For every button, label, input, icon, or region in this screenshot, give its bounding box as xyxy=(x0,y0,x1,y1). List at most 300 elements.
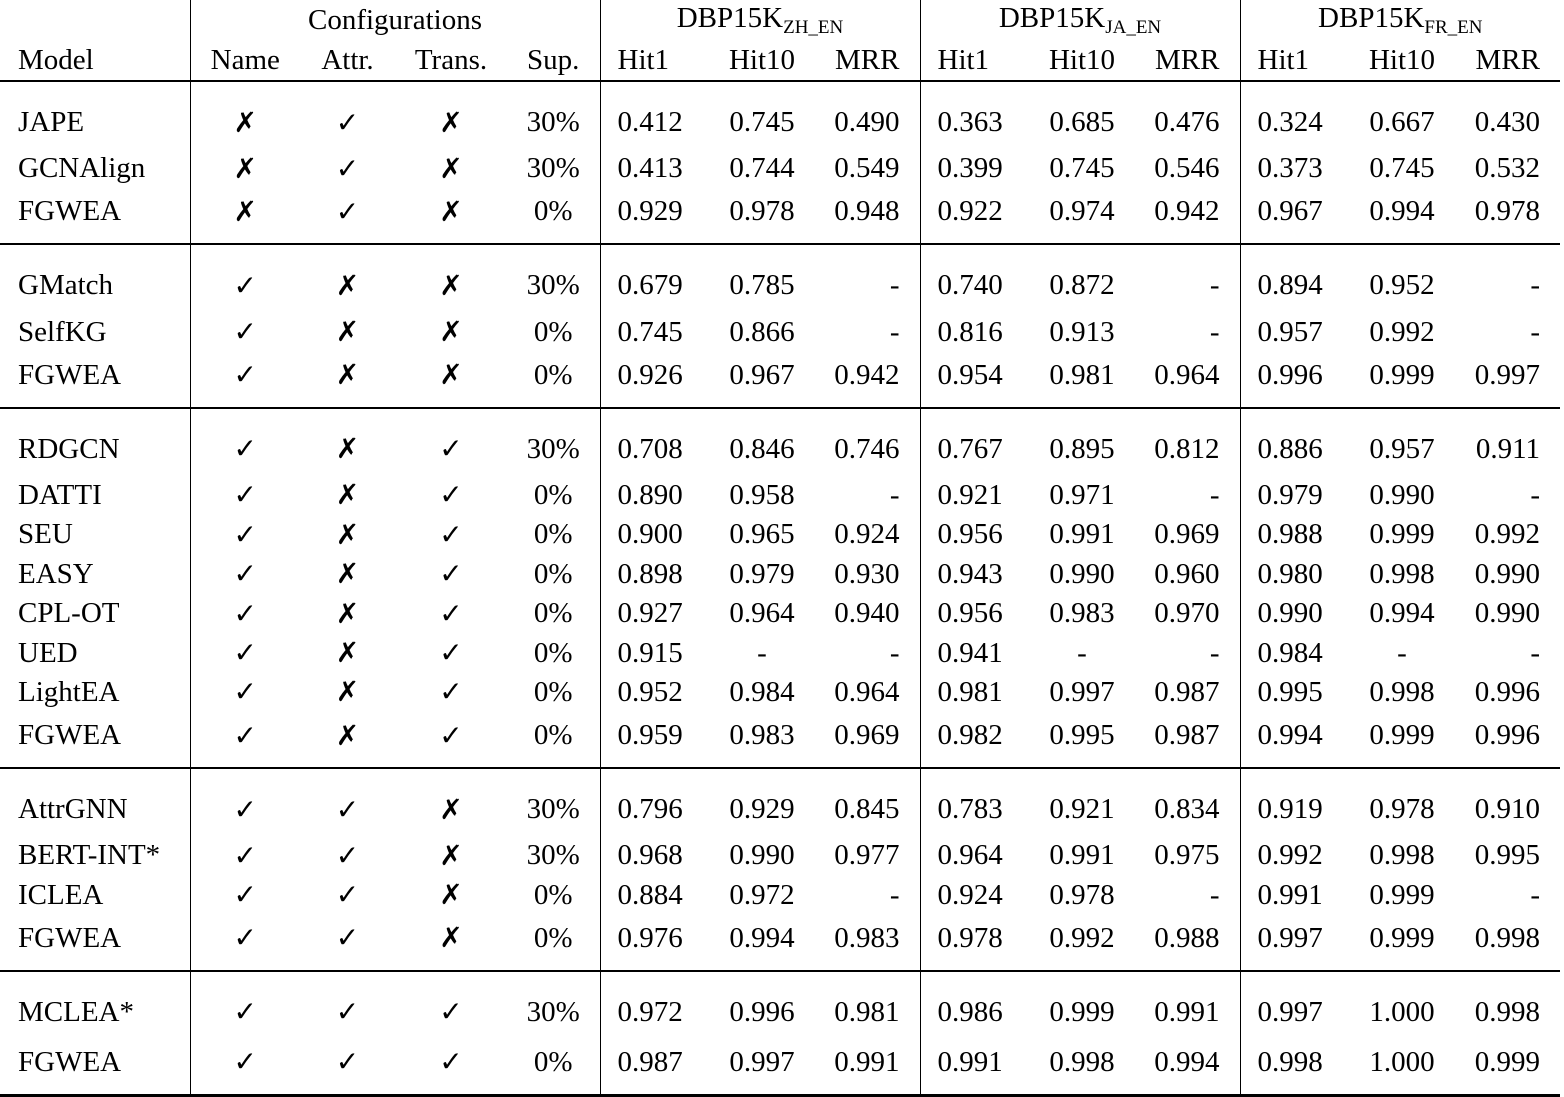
supervision-cell: 30% xyxy=(526,106,580,138)
metric-value-cell: 0.998 xyxy=(1456,915,1560,971)
metric-value-cell: - xyxy=(889,636,900,669)
metric-value-cell: 0.746 xyxy=(834,432,900,465)
model-name-cell: GCNAlign xyxy=(18,152,146,185)
model-name-cell: JAPE xyxy=(18,106,85,138)
supervision-cell: 0% xyxy=(533,557,573,590)
table-row xyxy=(0,768,1560,836)
metric-value-cell: 0.999 xyxy=(1369,878,1435,911)
metric-value-cell: 0.992 xyxy=(1474,518,1540,551)
metric-value-cell: 0.924 xyxy=(920,876,1028,915)
model-name-cell: LightEA xyxy=(18,675,120,708)
metric-value-cell: - xyxy=(1530,315,1540,348)
trans-flag-cell: ✗ xyxy=(439,792,463,826)
model-name-cell: MCLEA* xyxy=(18,995,134,1028)
metric-value-cell: 0.957 xyxy=(1369,432,1435,465)
attr-flag-cell: ✓ xyxy=(335,995,360,1029)
metric-value-cell: 0.983 xyxy=(816,915,920,971)
supervision-cell: 0% xyxy=(533,597,573,630)
attr-flag-cell: ✗ xyxy=(335,268,360,302)
metric-value-cell: 0.978 xyxy=(1369,793,1435,826)
metric-value-cell: 0.984 xyxy=(1240,633,1348,672)
dataset-header-fr-en xyxy=(1240,0,1560,40)
name-flag-cell: ✓ xyxy=(190,515,300,554)
metric-value-cell: 0.919 xyxy=(1240,768,1348,836)
metric-value-cell: 0.546 xyxy=(1154,152,1220,185)
metric-value-cell: 0.998 xyxy=(1028,1039,1136,1096)
metric-value-cell: 0.990 xyxy=(729,839,795,872)
metric-value-cell: 0.967 xyxy=(1240,188,1348,244)
supervision-cell: 30% xyxy=(526,793,580,826)
metric-value-cell: - xyxy=(1530,878,1540,911)
metric-value-cell: - xyxy=(1530,478,1540,511)
metric-value-cell: - xyxy=(1209,636,1220,669)
trans-flag-cell: ✓ xyxy=(439,675,463,709)
trans-flag-cell: ✗ xyxy=(439,878,463,912)
attr-flag-cell: ✓ xyxy=(335,151,360,185)
metric-value-cell: 0.967 xyxy=(708,352,816,408)
configurations-header: Configurations xyxy=(190,0,600,40)
trans-flag-cell: ✗ xyxy=(395,188,507,244)
metric-value-cell: 0.956 xyxy=(920,515,1028,554)
model-name-cell: BERT-INT* xyxy=(18,839,161,872)
dataset-name: DBP15K xyxy=(1318,1,1425,34)
metric-value-cell: 0.872 xyxy=(1049,269,1115,302)
metric-value-cell: 0.532 xyxy=(1474,152,1540,185)
metric-value-cell: 0.834 xyxy=(1154,793,1220,826)
supervision-cell: 0% xyxy=(507,352,600,408)
table-row xyxy=(0,915,1560,971)
dataset-header-ja-en xyxy=(920,0,1240,40)
attr-flag-cell: ✗ xyxy=(300,352,395,408)
metric-value-cell: 0.866 xyxy=(729,315,795,348)
metric-value-cell: 0.995 xyxy=(1474,839,1540,872)
metric-header: Hit1 xyxy=(920,40,1028,81)
trans-flag-cell: ✓ xyxy=(439,557,463,591)
metric-value-cell: 0.884 xyxy=(600,876,708,915)
attr-column-header: Attr. xyxy=(300,40,395,81)
metric-header: Hit10 xyxy=(708,40,816,81)
supervision-cell: 0% xyxy=(507,1039,600,1096)
name-column-header: Name xyxy=(190,40,300,81)
metric-value-cell: 0.994 xyxy=(1136,1039,1240,1096)
metric-value-cell: 0.998 xyxy=(1369,557,1435,590)
metric-value-cell: - xyxy=(757,636,767,669)
name-flag-cell: ✓ xyxy=(190,633,300,672)
metric-value-cell: 0.968 xyxy=(600,836,708,875)
metric-value-cell: 0.979 xyxy=(729,557,795,590)
name-flag-cell: ✓ xyxy=(190,352,300,408)
attr-flag-cell: ✓ xyxy=(335,838,360,872)
attr-flag-cell: ✗ xyxy=(335,478,360,512)
metric-value-cell: 0.990 xyxy=(1049,557,1115,590)
model-name-cell: UED xyxy=(18,636,78,669)
sup-column-header: Sup. xyxy=(507,40,600,81)
metric-value-cell: 0.708 xyxy=(600,408,708,476)
dataset-subscript: JA_EN xyxy=(1105,16,1162,38)
supervision-cell: 0% xyxy=(507,915,600,971)
supervision-cell: 0% xyxy=(507,188,600,244)
metric-value-cell: 0.995 xyxy=(1028,712,1136,768)
metric-value-cell: 0.373 xyxy=(1240,149,1348,188)
metric-value-cell: 0.942 xyxy=(1136,188,1240,244)
table-row xyxy=(0,594,1560,633)
supervision-cell: 0% xyxy=(533,675,573,708)
metric-value-cell: 0.942 xyxy=(816,352,920,408)
supervision-cell: 0% xyxy=(533,315,573,348)
metric-value-cell: 0.960 xyxy=(1154,557,1220,590)
table-row xyxy=(0,244,1560,312)
metric-value-cell: 0.399 xyxy=(920,149,1028,188)
supervision-cell: 30% xyxy=(526,269,580,302)
trans-flag-cell: ✗ xyxy=(395,915,507,971)
metric-value-cell: 0.992 xyxy=(1240,836,1348,875)
metric-value-cell: 0.816 xyxy=(920,312,1028,351)
metric-value-cell: 0.996 xyxy=(1456,712,1560,768)
metric-value-cell: 0.783 xyxy=(920,768,1028,836)
attr-flag-cell: ✓ xyxy=(300,915,395,971)
metric-value-cell: 0.990 xyxy=(1369,478,1435,511)
metric-value-cell: 0.413 xyxy=(600,149,708,188)
supervision-cell: 30% xyxy=(526,432,580,465)
model-name-cell: AttrGNN xyxy=(18,793,128,826)
metric-value-cell: 0.991 xyxy=(920,1039,1028,1096)
attr-flag-cell: ✗ xyxy=(335,557,360,591)
table-row xyxy=(0,971,1560,1039)
table-row xyxy=(0,673,1560,712)
metric-value-cell: 0.999 xyxy=(1348,915,1456,971)
name-flag-cell: ✓ xyxy=(190,408,300,476)
metric-value-cell: 0.412 xyxy=(600,81,708,149)
trans-flag-cell: ✓ xyxy=(439,995,463,1029)
metric-value-cell: 0.924 xyxy=(834,518,900,551)
name-flag-cell: ✗ xyxy=(190,149,300,188)
dataset-subscript: ZH_EN xyxy=(783,16,844,38)
metric-value-cell: 0.927 xyxy=(600,594,708,633)
table-row xyxy=(0,876,1560,915)
attr-flag-cell: ✗ xyxy=(335,517,360,551)
metric-value-cell: 0.910 xyxy=(1474,793,1540,826)
table-body xyxy=(0,81,1560,1095)
table-row xyxy=(0,81,1560,149)
metric-value-cell: 0.998 xyxy=(1369,675,1435,708)
trans-flag-cell: ✗ xyxy=(395,352,507,408)
table-row xyxy=(0,633,1560,672)
metric-value-cell: 1.000 xyxy=(1369,995,1435,1028)
metric-value-cell: 0.991 xyxy=(1049,839,1115,872)
metric-value-cell: - xyxy=(889,478,900,511)
metric-value-cell: 0.476 xyxy=(1154,106,1220,138)
metric-value-cell: 0.745 xyxy=(1369,152,1435,185)
metric-value-cell: 0.987 xyxy=(1154,675,1220,708)
name-flag-cell: ✓ xyxy=(190,244,300,312)
metric-value-cell: 0.991 xyxy=(1049,518,1115,551)
metric-header: Hit10 xyxy=(1028,40,1136,81)
metric-value-cell: 0.921 xyxy=(920,476,1028,515)
metric-value-cell: 0.952 xyxy=(600,673,708,712)
metric-value-cell: 0.982 xyxy=(920,712,1028,768)
metric-value-cell: 0.921 xyxy=(1049,793,1115,826)
metric-value-cell: - xyxy=(1209,269,1220,302)
name-flag-cell: ✓ xyxy=(190,673,300,712)
metric-value-cell: 0.490 xyxy=(834,106,900,138)
table-row xyxy=(0,1039,1560,1096)
model-name-cell: GMatch xyxy=(18,269,114,302)
metric-value-cell: 0.997 xyxy=(1240,915,1348,971)
dataset-subscript: FR_EN xyxy=(1424,16,1483,38)
metric-value-cell: 0.980 xyxy=(1240,555,1348,594)
name-flag-cell: ✓ xyxy=(190,312,300,351)
metric-value-cell: 0.990 xyxy=(1240,594,1348,633)
metric-value-cell: 0.996 xyxy=(1240,352,1348,408)
table-row xyxy=(0,712,1560,768)
attr-flag-cell: ✓ xyxy=(335,105,360,139)
metric-value-cell: 0.964 xyxy=(920,836,1028,875)
dataset-name: DBP15K xyxy=(676,1,784,34)
metric-value-cell: 0.890 xyxy=(600,476,708,515)
metric-value-cell: 0.965 xyxy=(729,518,795,551)
model-name-cell: FGWEA xyxy=(0,712,190,768)
trans-flag-cell: ✗ xyxy=(439,838,463,872)
metric-value-cell: 0.930 xyxy=(834,557,900,590)
table-row xyxy=(0,408,1560,476)
table-row xyxy=(0,515,1560,554)
trans-flag-cell: ✗ xyxy=(439,315,463,349)
supervision-cell: 0% xyxy=(533,478,573,511)
trans-flag-cell: ✗ xyxy=(439,151,463,185)
metric-value-cell: 0.999 xyxy=(1348,352,1456,408)
supervision-cell: 0% xyxy=(533,636,573,669)
metric-value-cell: 0.999 xyxy=(1456,1039,1560,1096)
attr-flag-cell: ✗ xyxy=(300,712,395,768)
trans-flag-cell: ✓ xyxy=(395,712,507,768)
metric-value-cell: 0.943 xyxy=(920,555,1028,594)
metric-value-cell: 0.987 xyxy=(600,1039,708,1096)
metric-value-cell: 0.969 xyxy=(1154,518,1220,551)
model-name-cell: DATTI xyxy=(18,478,102,511)
attr-flag-cell: ✗ xyxy=(335,596,360,630)
model-name-cell: FGWEA xyxy=(0,352,190,408)
metric-value-cell: 0.667 xyxy=(1369,106,1435,138)
metric-value-cell: 0.549 xyxy=(834,152,900,185)
metric-value-cell: 0.983 xyxy=(1049,597,1115,630)
metric-value-cell: 0.940 xyxy=(834,597,900,630)
metric-value-cell: 0.363 xyxy=(920,81,1028,149)
table-row xyxy=(0,352,1560,408)
table-row xyxy=(0,312,1560,351)
name-flag-cell: ✓ xyxy=(190,876,300,915)
metric-value-cell: 0.911 xyxy=(1475,432,1540,465)
metric-value-cell: 0.324 xyxy=(1240,81,1348,149)
metric-value-cell: 0.994 xyxy=(1348,188,1456,244)
name-flag-cell: ✗ xyxy=(190,188,300,244)
metric-value-cell: 0.981 xyxy=(1028,352,1136,408)
supervision-cell: 0% xyxy=(507,712,600,768)
attr-flag-cell: ✓ xyxy=(300,1039,395,1096)
supervision-cell: 30% xyxy=(526,152,580,185)
metric-value-cell: 0.744 xyxy=(729,152,795,185)
model-name-cell: EASY xyxy=(18,557,94,590)
metric-value-cell: 0.998 xyxy=(1240,1039,1348,1096)
trans-flag-cell: ✓ xyxy=(439,636,463,670)
supervision-cell: 30% xyxy=(526,995,580,1028)
model-name-cell: FGWEA xyxy=(0,188,190,244)
supervision-cell: 0% xyxy=(533,878,573,911)
metric-value-cell: 0.978 xyxy=(1049,878,1115,911)
metric-value-cell: 0.978 xyxy=(920,915,1028,971)
dataset-name: DBP15K xyxy=(998,1,1106,34)
metric-value-cell: 0.975 xyxy=(1154,839,1220,872)
trans-flag-cell: ✗ xyxy=(439,268,463,302)
name-flag-cell: ✓ xyxy=(190,476,300,515)
metric-value-cell: 0.971 xyxy=(1049,478,1115,511)
metric-value-cell: 0.994 xyxy=(1240,712,1348,768)
metric-value-cell: 0.999 xyxy=(1348,712,1456,768)
metric-value-cell: 0.991 xyxy=(816,1039,920,1096)
metric-value-cell: 0.846 xyxy=(729,432,795,465)
metric-value-cell: 0.996 xyxy=(729,995,795,1028)
table-row xyxy=(0,836,1560,875)
trans-flag-cell: ✓ xyxy=(439,596,463,630)
metric-value-cell: 0.745 xyxy=(600,312,708,351)
metric-value-cell: 0.845 xyxy=(834,793,900,826)
metric-value-cell: 0.979 xyxy=(1240,476,1348,515)
trans-column-header: Trans. xyxy=(395,40,507,81)
attr-flag-cell: ✗ xyxy=(335,675,360,709)
metric-value-cell: 0.995 xyxy=(1240,673,1348,712)
attr-flag-cell: ✓ xyxy=(335,792,360,826)
metric-value-cell: 0.964 xyxy=(729,597,795,630)
metric-value-cell: 0.767 xyxy=(920,408,1028,476)
table-row xyxy=(0,555,1560,594)
metric-value-cell: - xyxy=(1530,269,1540,302)
metric-value-cell: 0.997 xyxy=(1240,971,1348,1039)
metric-value-cell: 0.986 xyxy=(920,971,1028,1039)
metric-value-cell: 0.959 xyxy=(600,712,708,768)
metric-value-cell: 0.983 xyxy=(708,712,816,768)
metric-value-cell: 0.785 xyxy=(729,269,795,302)
metric-value-cell: 0.998 xyxy=(1474,995,1540,1028)
metric-value-cell: 0.952 xyxy=(1369,269,1435,302)
name-flag-cell: ✗ xyxy=(190,81,300,149)
metric-value-cell: 0.988 xyxy=(1240,515,1348,554)
metric-value-cell: - xyxy=(1077,636,1087,669)
metric-value-cell: 0.997 xyxy=(1456,352,1560,408)
name-flag-cell: ✓ xyxy=(190,836,300,875)
metric-value-cell: 0.994 xyxy=(1369,597,1435,630)
model-name-cell: FGWEA xyxy=(0,915,190,971)
metric-value-cell: 0.998 xyxy=(1369,839,1435,872)
table-row xyxy=(0,476,1560,515)
name-flag-cell: ✓ xyxy=(190,594,300,633)
metric-value-cell: 0.974 xyxy=(1028,188,1136,244)
metric-value-cell: 0.796 xyxy=(600,768,708,836)
metric-value-cell: 0.964 xyxy=(834,675,900,708)
metric-value-cell: 0.996 xyxy=(1474,675,1540,708)
header-empty-cell xyxy=(0,0,190,40)
metric-value-cell: 0.991 xyxy=(1154,995,1220,1028)
metric-value-cell: 0.997 xyxy=(1049,675,1115,708)
table-row xyxy=(0,188,1560,244)
trans-flag-cell: ✗ xyxy=(439,105,463,139)
metric-header: MRR xyxy=(1456,40,1560,81)
metric-value-cell: - xyxy=(1397,636,1407,669)
trans-flag-cell: ✓ xyxy=(439,478,463,512)
metric-value-cell: 0.990 xyxy=(1474,557,1540,590)
metric-value-cell: 0.988 xyxy=(1136,915,1240,971)
metric-value-cell: 0.992 xyxy=(1028,915,1136,971)
name-flag-cell: ✓ xyxy=(190,1039,300,1096)
metric-value-cell: - xyxy=(1530,636,1540,669)
metric-value-cell: 0.972 xyxy=(729,878,795,911)
metric-value-cell: 0.922 xyxy=(920,188,1028,244)
metric-value-cell: 0.958 xyxy=(729,478,795,511)
metric-header: Hit1 xyxy=(1240,40,1348,81)
metric-value-cell: 0.740 xyxy=(920,244,1028,312)
dataset-header-zh-en xyxy=(600,0,920,40)
metric-value-cell: 0.981 xyxy=(834,995,900,1028)
metric-value-cell: 0.948 xyxy=(816,188,920,244)
metric-value-cell: 0.929 xyxy=(729,793,795,826)
metric-value-cell: 0.978 xyxy=(708,188,816,244)
metric-value-cell: 0.984 xyxy=(729,675,795,708)
metric-value-cell: 0.987 xyxy=(1136,712,1240,768)
metric-value-cell: 0.994 xyxy=(708,915,816,971)
metric-value-cell: 0.969 xyxy=(816,712,920,768)
metric-header: Hit10 xyxy=(1348,40,1456,81)
metric-value-cell: 0.886 xyxy=(1240,408,1348,476)
metric-value-cell: 0.745 xyxy=(1049,152,1115,185)
metric-value-cell: 0.894 xyxy=(1240,244,1348,312)
metric-header: Hit1 xyxy=(600,40,708,81)
metric-value-cell: 0.999 xyxy=(1369,518,1435,551)
model-name-cell: RDGCN xyxy=(18,432,120,465)
metric-value-cell: 0.430 xyxy=(1474,106,1540,138)
metric-value-cell: 0.926 xyxy=(600,352,708,408)
metric-value-cell: 0.991 xyxy=(1240,876,1348,915)
metric-value-cell: 0.900 xyxy=(600,515,708,554)
metric-value-cell: 0.685 xyxy=(1049,106,1115,138)
metric-header: MRR xyxy=(1136,40,1240,81)
metric-value-cell: 0.976 xyxy=(600,915,708,971)
metric-value-cell: 0.964 xyxy=(1136,352,1240,408)
metric-value-cell: 0.956 xyxy=(920,594,1028,633)
model-name-cell: FGWEA xyxy=(0,1039,190,1096)
model-column-header: Model xyxy=(0,40,190,81)
metric-value-cell: - xyxy=(889,315,900,348)
metric-value-cell: 0.972 xyxy=(600,971,708,1039)
trans-flag-cell: ✓ xyxy=(439,432,463,466)
table-row xyxy=(0,149,1560,188)
attr-flag-cell: ✗ xyxy=(335,636,360,670)
metric-value-cell: 0.992 xyxy=(1369,315,1435,348)
metric-value-cell: 1.000 xyxy=(1348,1039,1456,1096)
metric-value-cell: 0.997 xyxy=(708,1039,816,1096)
metric-value-cell: - xyxy=(1209,878,1220,911)
attr-flag-cell: ✓ xyxy=(335,878,360,912)
metric-value-cell: - xyxy=(889,269,900,302)
metric-value-cell: 0.990 xyxy=(1474,597,1540,630)
metric-value-cell: 0.895 xyxy=(1049,432,1115,465)
metric-value-cell: 0.981 xyxy=(920,673,1028,712)
metric-value-cell: 0.929 xyxy=(600,188,708,244)
name-flag-cell: ✓ xyxy=(190,768,300,836)
metric-header: MRR xyxy=(816,40,920,81)
attr-flag-cell: ✓ xyxy=(300,188,395,244)
supervision-cell: 30% xyxy=(526,839,580,872)
metric-value-cell: - xyxy=(1209,478,1220,511)
metric-value-cell: 0.913 xyxy=(1049,315,1115,348)
name-flag-cell: ✓ xyxy=(190,915,300,971)
